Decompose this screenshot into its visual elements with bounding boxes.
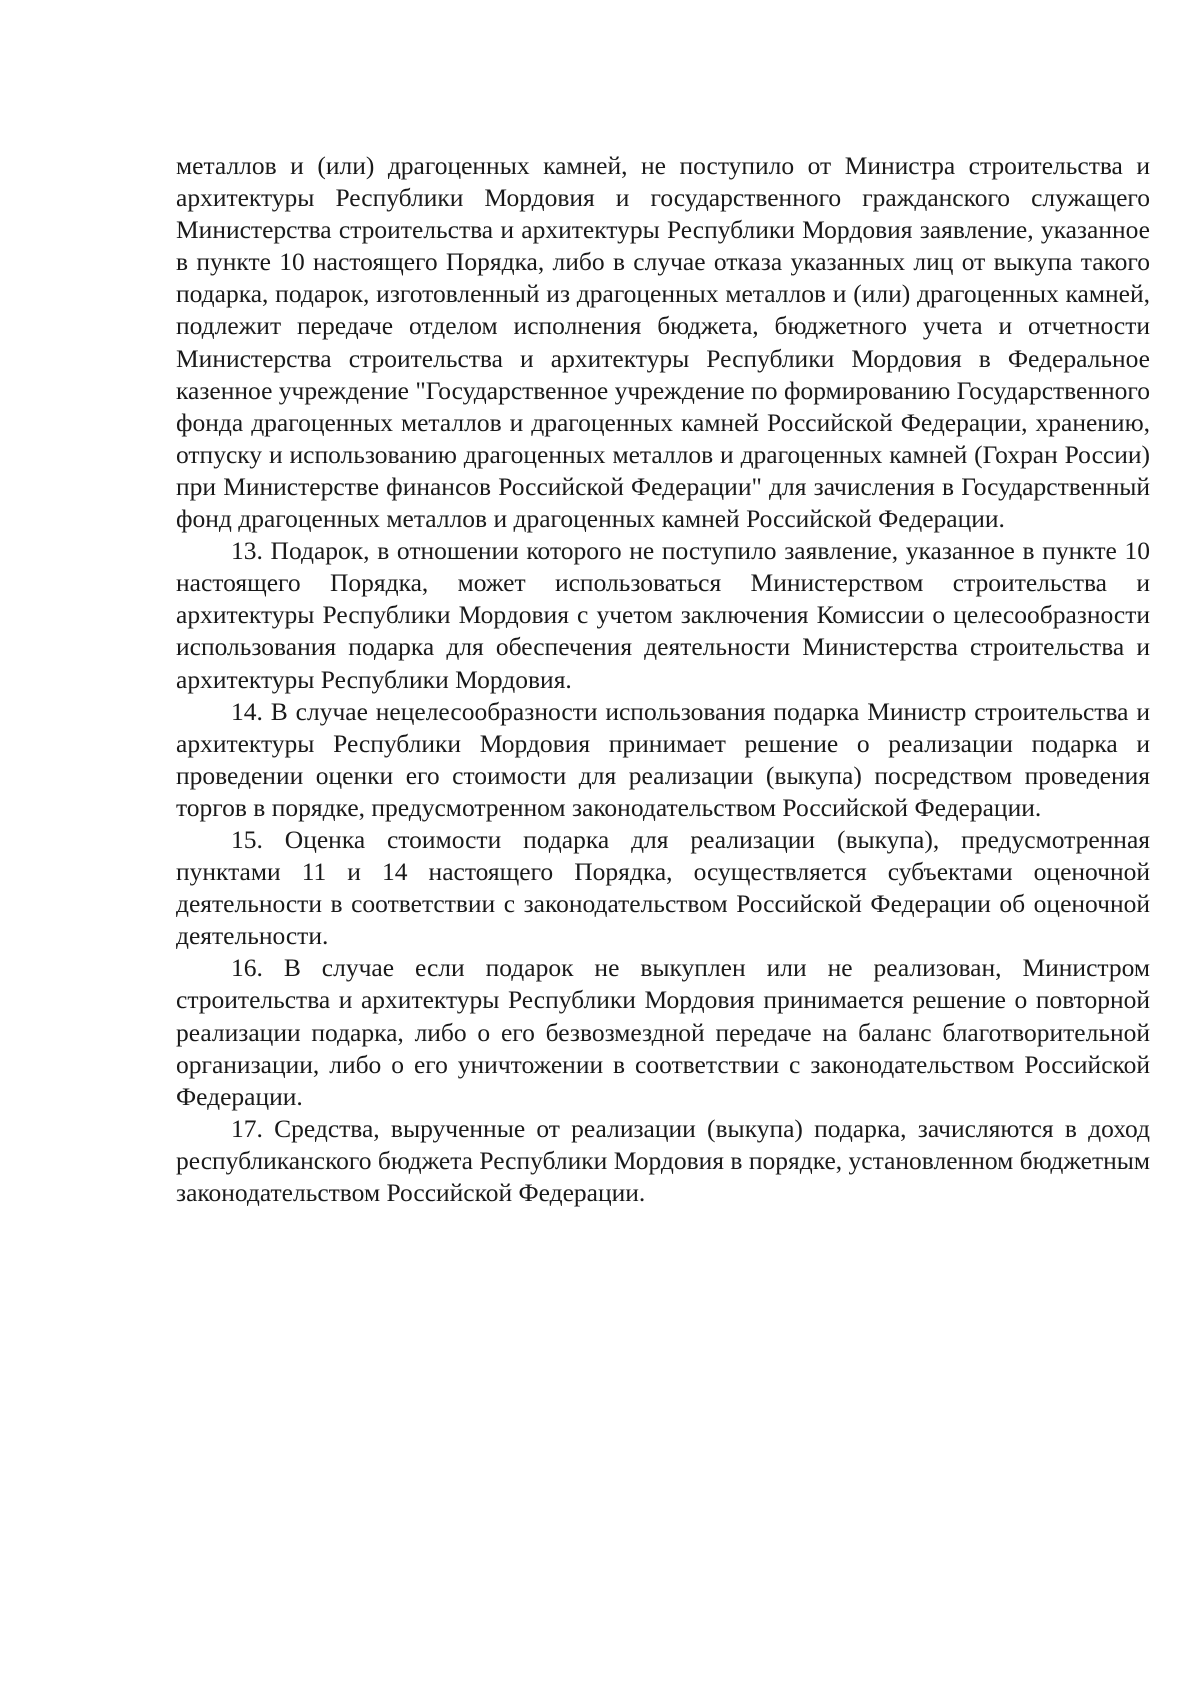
paragraph-13: 13. Подарок, в отношении которого не поступило заявление, указанное в пункте 10 настоящего Порядка, может использоваться Министерством строительства и архитектуры Республики Мордовия с учетом заключения Комиссии о целесообразности использования подарка для обеспечения деятельности Министерства строительства и архитектуры Республики Мордовия.: [176, 536, 1150, 694]
paragraph-14: 14. В случае нецелесообразности использования подарка Министр строительства и архитектуры Республики Мордовия принимает решение о реализации подарка и проведении оценки его стоимости для реализации (выкупа) посредством проведения торгов в порядке, предусмотренном законодательством Российской Федерации.: [176, 696, 1150, 822]
paragraph-15: 15. Оценка стоимости подарка для реализации (выкупа), предусмотренная пунктами 11 и 14 настоящего Порядка, осуществляется субъектами оценочной деятельности в соответствии с законодательством Российской Федерации об оценочной деятельности.: [176, 824, 1150, 951]
paragraph-16: 16. В случае если подарок не выкуплен или не реализован, Министром строительства и архитектуры Республики Мордовия принимается решение о повторной реализации подарка, либо о его безвозмездной передаче на баланс благотворительной организации, либо о его уничтожении в соответствии с законодательством Российской Федерации.: [176, 953, 1150, 1111]
paragraph-17: 17. Средства, вырученные от реализации (выкупа) подарка, зачисляются в доход республиканского бюджета Республики Мордовия в порядке, установленном бюджетным законодательством Российской Федерации.: [176, 1113, 1150, 1207]
document-body: [176, 150, 1150, 1209]
paragraph-12-continuation: металлов и (или) драгоценных камней, не поступило от Министра строительства и архитектуры Республики Мордовия и государственного гражданского служащего Министерства строительства и архитектуры Республики Мордовия заявление, указанное в пункте 10 настоящего Порядка, либо в случае отказа указанных лиц от выкупа такого подарка, подарок, изготовленный из драгоценных металлов и (или) драгоценных камней, подлежит передаче отделом исполнения бюджета, бюджетного учета и отчетности Министерства строительства и архитектуры Республики Мордовия в Федеральное казенное учреждение "Государственное учреждение по формированию Государственного фонда драгоценных металлов и драгоценных камней Российской Федерации, хранению, отпуску и использованию драгоценных металлов и драгоценных камней (Гохран России) при Министерстве финансов Российской Федерации" для зачисления в Государственный фонд драгоценных металлов и драгоценных камней Российской Федерации.: [176, 151, 1150, 534]
